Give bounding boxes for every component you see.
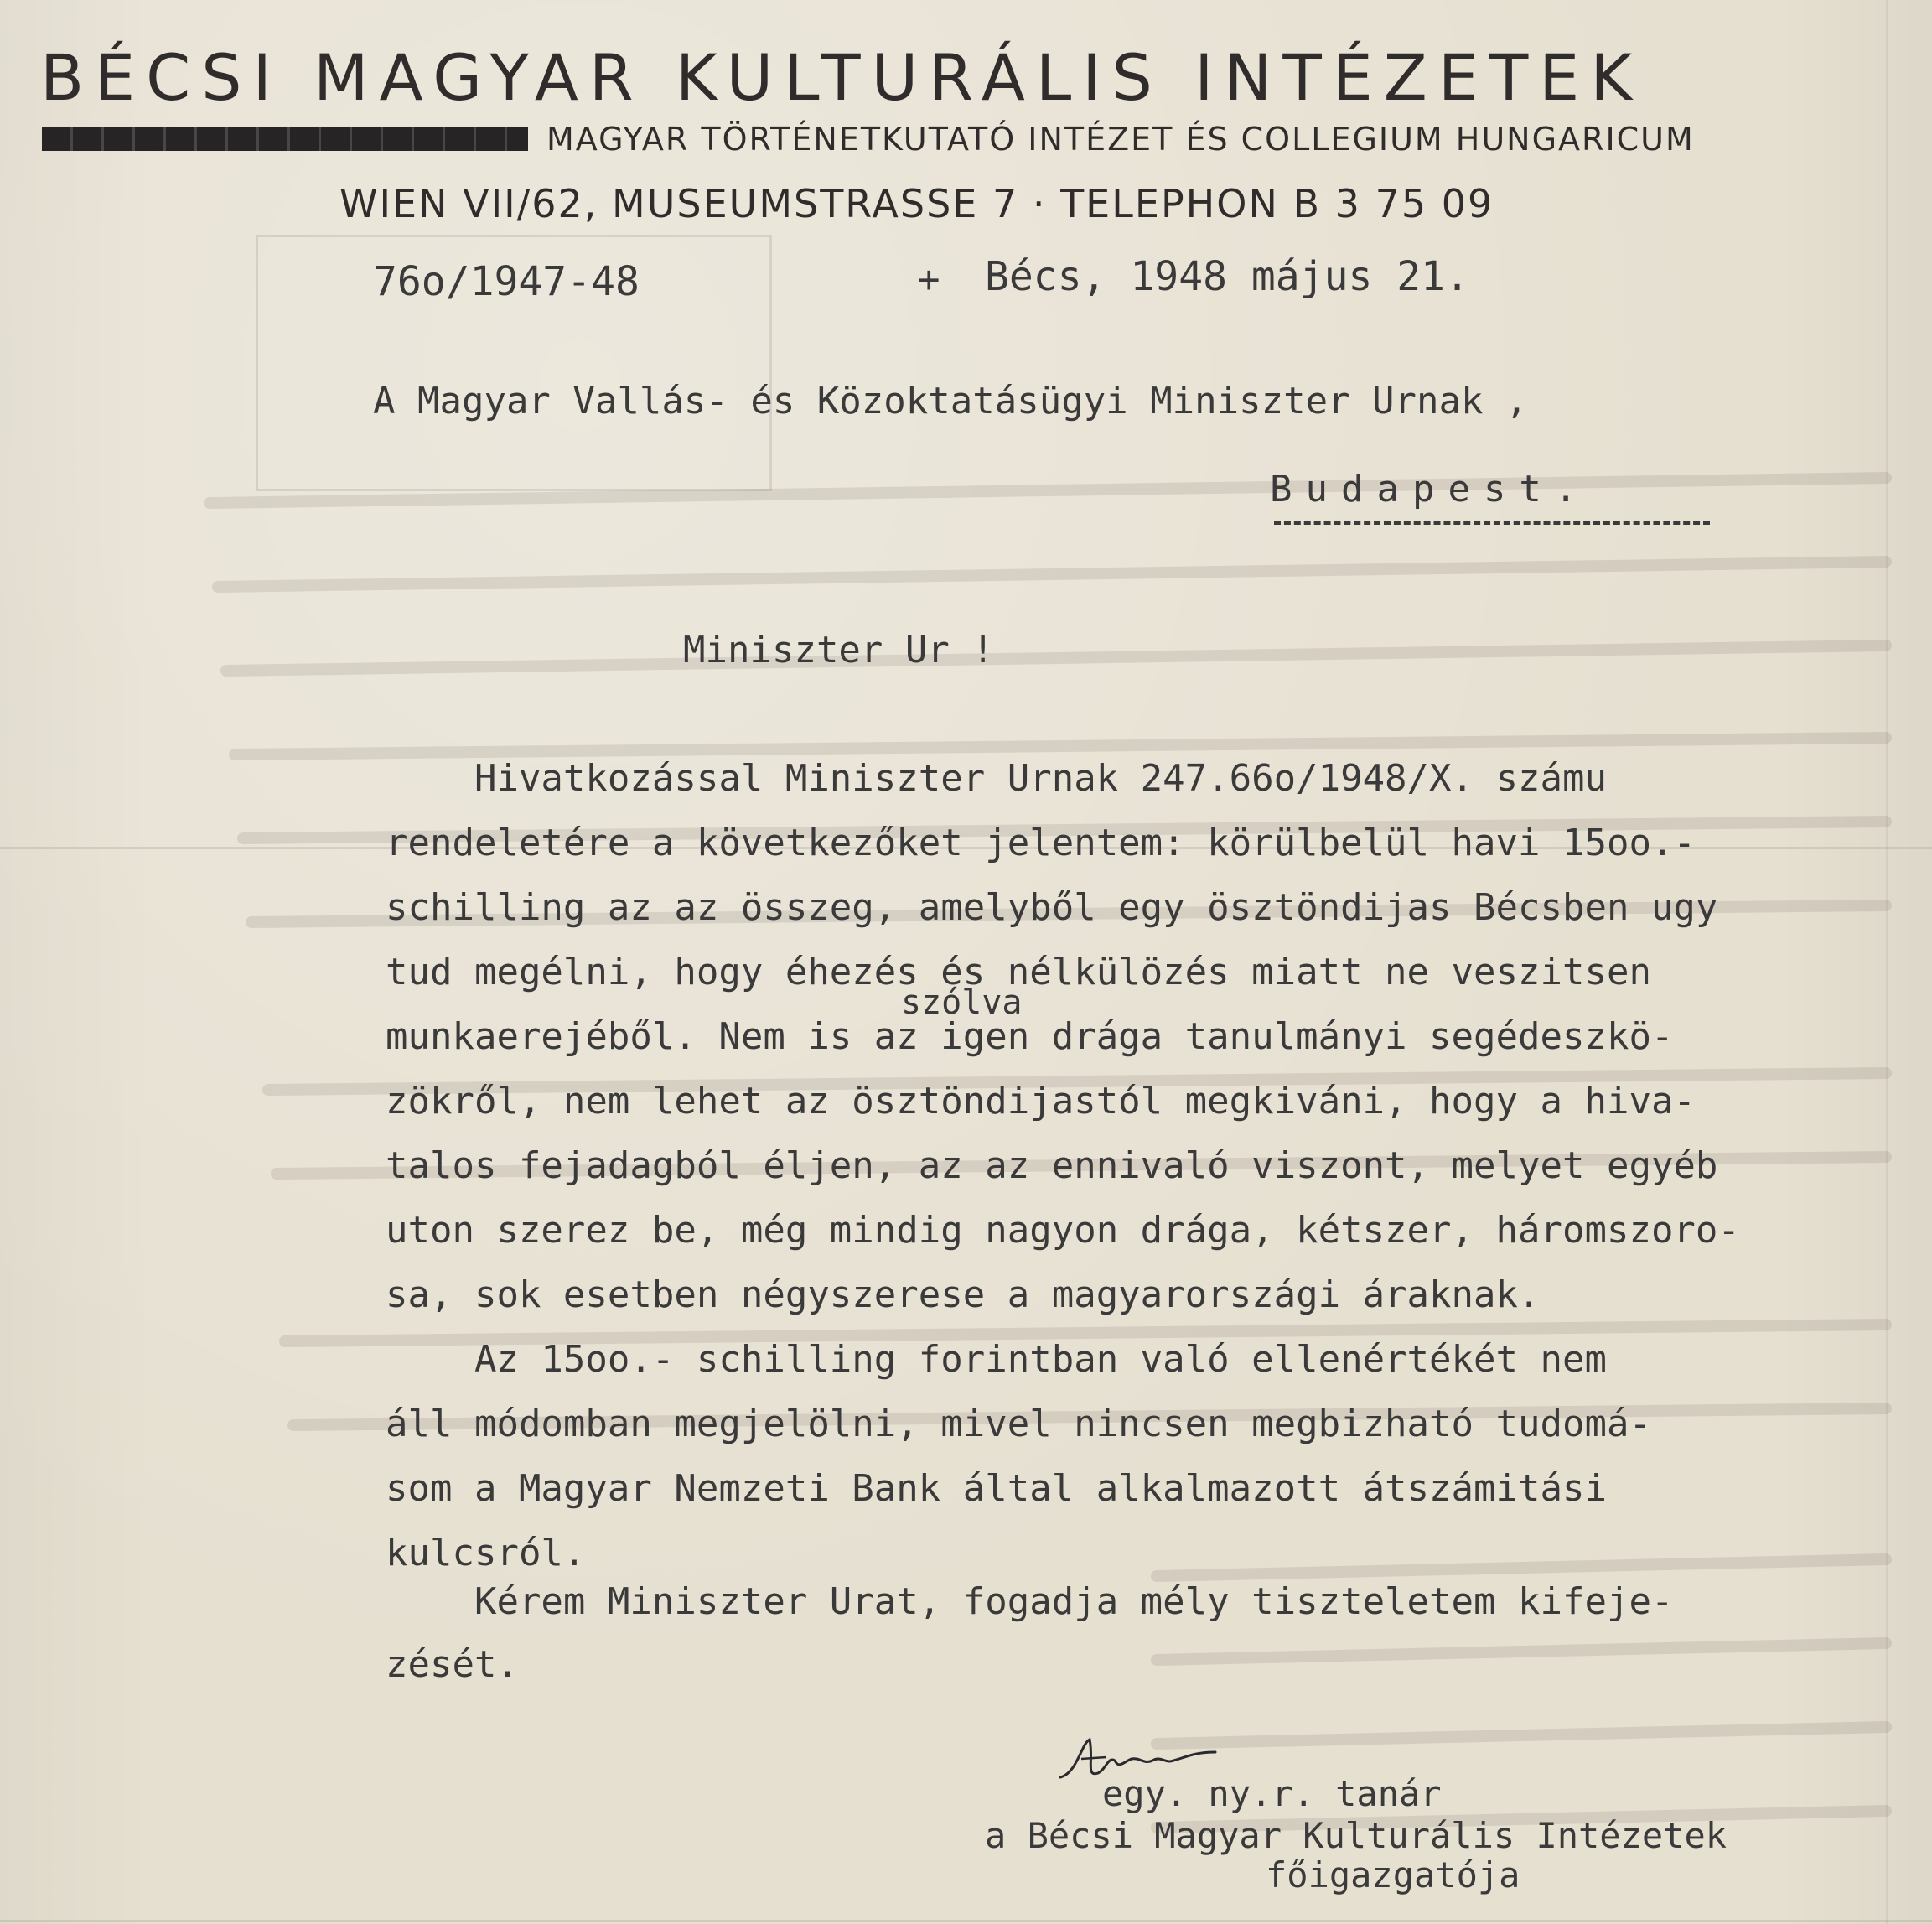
body-line: Az 15oo.- schilling forintban való ellenértékét nem [386,1338,1607,1381]
letterhead-subtitle: MAGYAR TÖRTÉNETKUTATÓ INTÉZET ÉS COLLEGIUM HUNGARICUM [546,121,1695,158]
reference-number: 76o/1947-48 [373,258,640,305]
body-line: Hivatkozással Miniszter Urnak 247.66o/1948/X. számu [386,757,1607,800]
body-line: sa, sok esetben négyszerese a magyarországi áraknak. [386,1273,1541,1316]
letterhead-address: WIEN VII/62, MUSEUMSTRASSE 7 · TELEPHON B 3 75 09 [339,181,1494,226]
letter-date: Bécs, 1948 május 21. [985,253,1469,300]
body-line: Kérem Miniszter Urat, fogadja mély tiszteletem kifeje- [386,1580,1674,1623]
letterhead-subtitle-row [42,121,1695,158]
body-line: uton szerez be, még mindig nagyon drága, kétszer, háromszoro- [386,1209,1740,1252]
addressee: A Magyar Vallás- és Közoktatásügyi Miniszter Urnak , [373,380,1528,423]
body-line: zését. [386,1643,519,1686]
body-line: zökről, nem lehet az ösztöndijastól megkiváni, hogy a hiva- [386,1080,1696,1123]
body-line: tud megélni, hogy éhezés és nélkülözés miatt ne veszitsen [386,951,1651,993]
body-line: talos fejadagból éljen, az az ennivaló viszont, melyet egyéb [386,1144,1718,1187]
date-mark: + [918,258,940,301]
city-underline [1274,521,1710,525]
recipient-city: Budapest. [1270,468,1591,511]
letterhead-title: BÉCSI MAGYAR KULTURÁLIS INTÉZETEK [40,40,1644,115]
body-line: som a Magyar Nemzeti Bank által alkalmazott átszámitási [386,1467,1607,1510]
redaction-bar [42,127,528,151]
closing-title: egy. ny.r. tanár [1102,1773,1442,1814]
body-line: schilling az az összeg, amelyből egy ösztöndijas Bécsben ugy [386,886,1718,929]
body-line: áll módomban megjelölni, mivel nincsen megbizható tudomá- [386,1403,1651,1445]
body-line: munkaerejéből. Nem is az igen drága tanulmányi segédeszkö- [386,1015,1674,1058]
body-line: rendeletére a következőket jelentem: körülbelül havi 15oo.- [386,822,1696,864]
closing-role: főigazgatója [1266,1854,1520,1895]
body-line: kulcsról. [386,1532,586,1574]
closing-institution: a Bécsi Magyar Kulturális Intézetek [985,1815,1727,1856]
salutation: Miniszter Ur ! [683,629,994,672]
handwritten-insertion: szólva [901,983,1023,1022]
